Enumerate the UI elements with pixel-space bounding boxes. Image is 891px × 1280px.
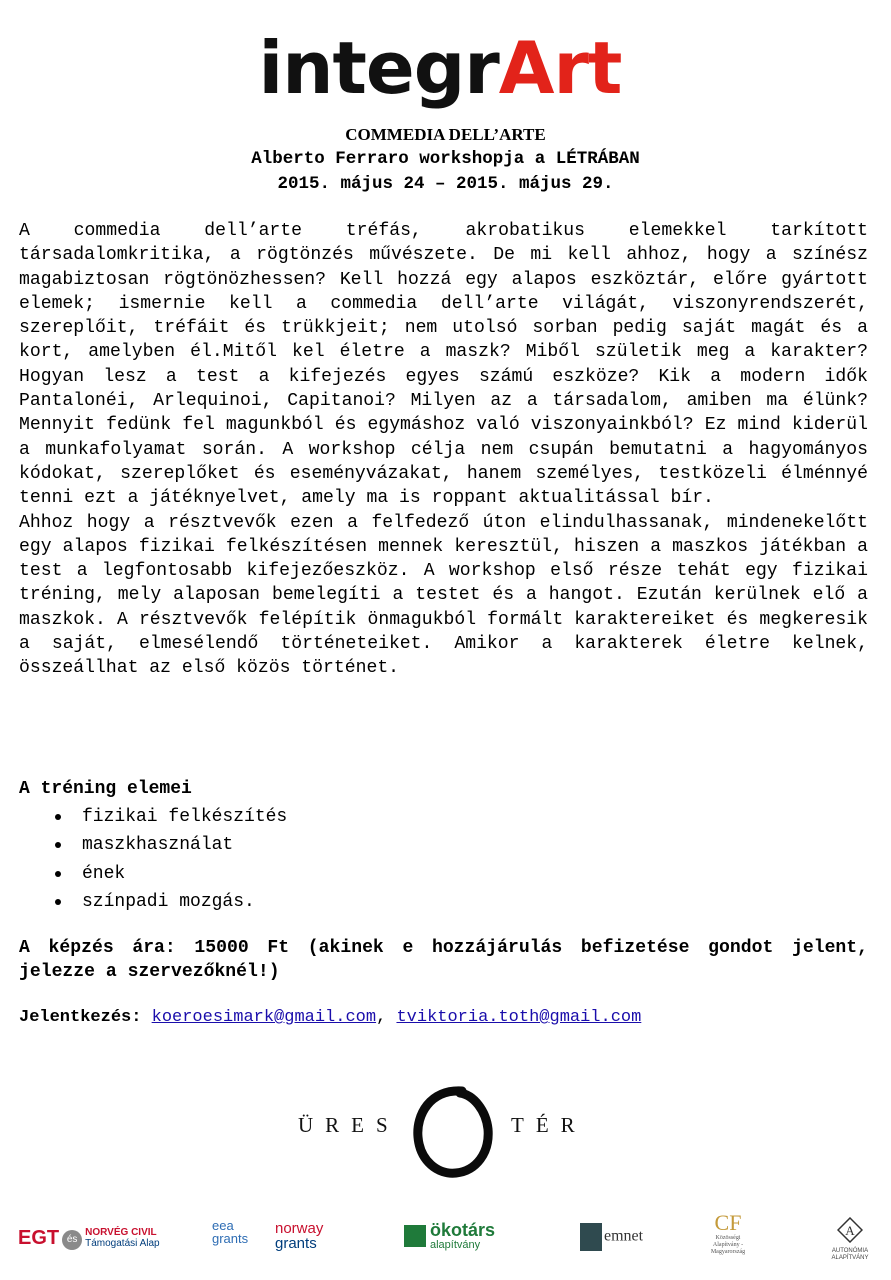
list-item: fizikai felkészítés bbox=[19, 803, 287, 831]
email-link-2[interactable]: tviktoria.toth@gmail.com bbox=[396, 1008, 642, 1027]
bullet-icon bbox=[55, 842, 61, 848]
autonomia-icon bbox=[837, 1217, 863, 1243]
subtitle-line: Alberto Ferraro workshopja a LÉTRÁBAN bbox=[251, 149, 640, 169]
eea-grants-logo: eea grants bbox=[212, 1218, 249, 1246]
logo-text-integr: integr bbox=[258, 26, 499, 110]
enso-circle-icon bbox=[410, 1085, 496, 1180]
price-text: A képzés ára: 15000 Ft (akinek e hozzájárulás befizetése gondot jelent, jelezze a szervezőknél!) bbox=[19, 938, 868, 982]
body-text bbox=[19, 219, 868, 681]
bullet-icon bbox=[55, 814, 61, 820]
ures-ter-logo bbox=[298, 1085, 598, 1180]
integrart-logo bbox=[250, 18, 630, 118]
training-list bbox=[19, 803, 287, 916]
emnet-logo: emnet bbox=[580, 1223, 643, 1251]
okotars-logo: ökotárs alapítvány bbox=[404, 1221, 495, 1251]
list-item: ének bbox=[19, 860, 287, 888]
title-line: COMMEDIA DELL’ARTE bbox=[345, 125, 546, 144]
list-item: színpadi mozgás. bbox=[19, 888, 287, 916]
contact-line: Jelentkezés: koeroesimark@gmail.com, tviktoria.toth@gmail.com bbox=[19, 1008, 642, 1027]
bullet-icon bbox=[55, 871, 61, 877]
training-title: A tréning elemei bbox=[19, 779, 192, 799]
logo-text-art: Art bbox=[498, 26, 622, 110]
ures-ter-left-text: ÜRES bbox=[298, 1113, 400, 1137]
okotars-icon bbox=[404, 1225, 426, 1247]
ures-ter-right-text: TÉR bbox=[511, 1113, 587, 1137]
list-item: maszkhasználat bbox=[19, 831, 287, 859]
date-line: 2015. május 24 – 2015. május 29. bbox=[277, 174, 614, 194]
autonomia-logo: A AUTONÓMIA ALAPÍTVÁNY bbox=[825, 1217, 875, 1262]
paragraph-1: A commedia dell’arte tréfás, akrobatikus elemekkel tarkított társadalomkritika, a rögtönzés művészete. De mi kell ahhoz, hogy a színész magabiztosan rögtönözhessen? Kell hozzá egy alapos eszköztár, előre gyártott elemek; ismernie kell a commedia dell’arte világát, viszonyrendszerét, szereplőit, tréfáit és trükkjeit; nem utolsó sorban pedig saját magát és a kort, amelyben él.Mitől kel életre a maszk? Miből születik meg a karakter? Hogyan lesz a test a kifejezés egyes számú eszköze? Kik a modern idők Pantalonéi, Arlequinoi, Capitanoi? Milyen az a társadalom, amiben ma élünk? Mennyit fedünk fel magunkból és egymáshoz való viszonyainkból? Ez mind kiderül a munkafolyamat során. A workshop célja nem csupán bemutatni a hagyományos kódokat, szereplőket és eseményvázakat, hanem személyes, testközeli élménnyé tenni ezt a játéknyelvet, amely ma is roppant aktualitással bír. bbox=[19, 221, 868, 509]
contact-label: Jelentkezés: bbox=[19, 1008, 142, 1027]
emnet-icon bbox=[580, 1223, 602, 1251]
egt-norveg-civil-logo: EGT ésNORVÉG CIVIL Támogatási Alap bbox=[18, 1227, 160, 1249]
svg-text:A: A bbox=[845, 1223, 855, 1238]
norway-grants-logo: norway grants bbox=[275, 1220, 324, 1252]
email-link-1[interactable]: koeroesimark@gmail.com bbox=[151, 1008, 377, 1027]
paragraph-2: Ahhoz hogy a résztvevők ezen a felfedező úton elindulhassanak, mindenekelőtt egy alapos fizikai felkészítésen mennek keresztül, hiszen a maszkos játékban a test a legfontosabb kifejezőeszköz. A workshop első része tehát egy fizikai tréning, mely alaposan bemelegíti a testet és a hangot. Ezután kerülnek elő a maszkok. A résztvevők felépítik önmagukból formált karaktereiket és megkeresik a saját, elmesélendő történeteiket. Amikor a karakterek életre kelnek, összeállhat az első közös történet. bbox=[19, 512, 868, 679]
sponsor-footer bbox=[0, 1205, 891, 1275]
bullet-icon bbox=[55, 899, 61, 905]
cf-logo: CF Közösségi Alapítvány - Magyarország bbox=[710, 1210, 746, 1255]
document-header bbox=[0, 122, 891, 197]
